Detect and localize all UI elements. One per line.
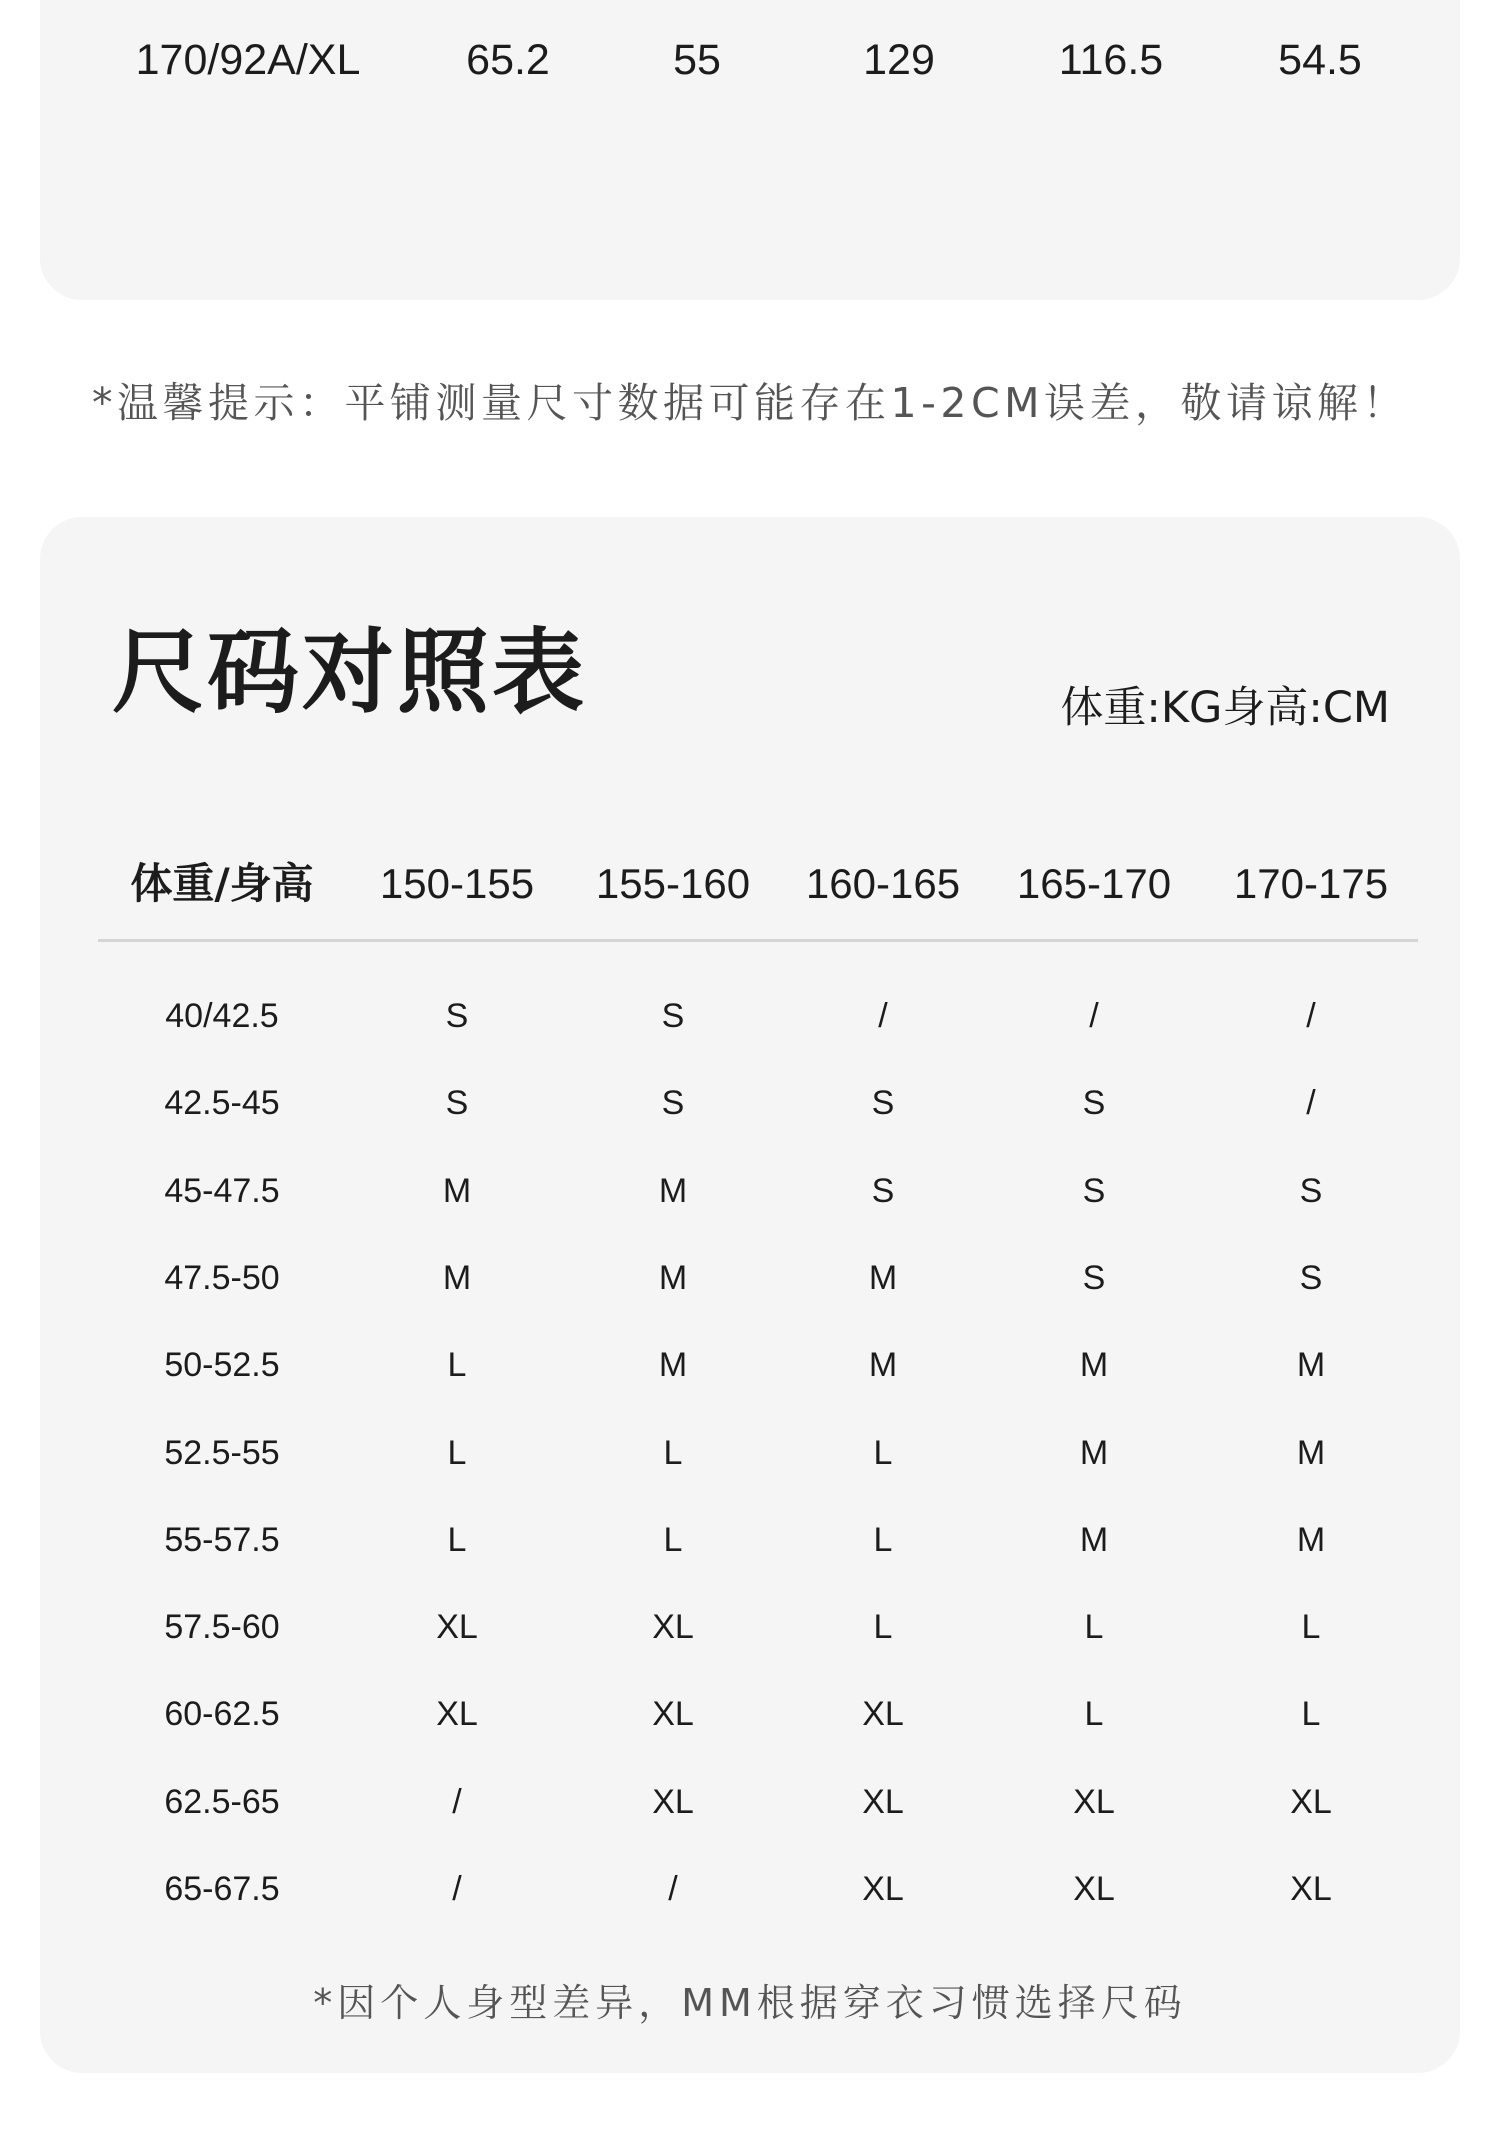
size-cell: S xyxy=(1299,1171,1323,1210)
column-header: 160-165 xyxy=(805,860,961,907)
size-cell: L xyxy=(1301,1608,1321,1647)
size-cell: L xyxy=(663,1520,683,1559)
size-cell: S xyxy=(871,1171,895,1210)
size-cell: M xyxy=(442,1258,472,1297)
measurement-card xyxy=(40,0,1460,300)
measurement-value: 55 xyxy=(673,36,721,84)
size-cell: XL xyxy=(862,1782,904,1821)
measurement-row xyxy=(40,20,1460,100)
weight-range-cell: 62.5-65 xyxy=(164,1782,280,1821)
size-cell: S xyxy=(871,1084,895,1123)
size-cell: L xyxy=(447,1346,467,1385)
units-label: 体重:KG身高:CM xyxy=(1060,683,1390,733)
size-table xyxy=(40,517,1460,2073)
measurement-note: *温馨提示：平铺测量尺寸数据可能存在1-2CM误差，敬请谅解！ xyxy=(92,379,1408,427)
weight-range-cell: 55-57.5 xyxy=(164,1520,280,1559)
size-cell: M xyxy=(1296,1346,1326,1385)
header-divider xyxy=(98,939,1418,942)
size-cell: L xyxy=(873,1608,893,1647)
size-note: *因个人身型差异，MM根据穿衣习惯选择尺码 xyxy=(313,1981,1187,2025)
measurement-value: 129 xyxy=(863,36,935,84)
size-cell: / xyxy=(1306,997,1316,1035)
measurement-value: 65.2 xyxy=(466,36,550,84)
weight-range-cell: 50-52.5 xyxy=(164,1346,280,1385)
size-cell: L xyxy=(1084,1608,1104,1647)
column-header: 150-155 xyxy=(379,860,535,907)
size-chart-card xyxy=(40,517,1460,2073)
size-cell: L xyxy=(663,1433,683,1472)
size-cell: S xyxy=(661,1084,685,1123)
size-cell: S xyxy=(1082,1171,1106,1210)
weight-range-cell: 52.5-55 xyxy=(164,1433,280,1472)
size-cell: L xyxy=(873,1520,893,1559)
weight-range-cell: 57.5-60 xyxy=(164,1608,280,1647)
weight-range-cell: 47.5-50 xyxy=(164,1258,280,1297)
size-cell: M xyxy=(1079,1433,1109,1472)
size-cell: M xyxy=(1296,1520,1326,1559)
size-cell: S xyxy=(445,997,469,1035)
size-cell: XL xyxy=(1073,1870,1115,1908)
page-title: 尺码对照表 xyxy=(112,619,588,726)
size-cell: M xyxy=(868,1258,898,1297)
size-cell: M xyxy=(442,1171,472,1210)
size-cell: / xyxy=(1306,1084,1316,1123)
size-cell: S xyxy=(445,1084,469,1123)
size-cell: M xyxy=(658,1346,688,1385)
size-cell: L xyxy=(1301,1695,1321,1734)
size-cell: XL xyxy=(862,1870,904,1908)
size-cell: M xyxy=(1296,1433,1326,1472)
size-cell: L xyxy=(873,1433,893,1472)
size-cell: S xyxy=(1082,1084,1106,1123)
column-header: 155-160 xyxy=(595,860,751,907)
size-cell: S xyxy=(1082,1258,1106,1297)
size-cell: XL xyxy=(862,1695,904,1734)
size-cell: / xyxy=(452,1782,462,1821)
weight-range-cell: 40/42.5 xyxy=(165,997,279,1035)
size-cell: L xyxy=(447,1520,467,1559)
column-header: 体重/身高 xyxy=(130,859,314,908)
size-cell: XL xyxy=(652,1782,694,1821)
size-cell: / xyxy=(1089,997,1099,1035)
size-cell: XL xyxy=(436,1695,478,1734)
size-cell: M xyxy=(868,1346,898,1385)
size-cell: M xyxy=(1079,1520,1109,1559)
measurement-value: 116.5 xyxy=(1058,36,1164,84)
weight-range-cell: 65-67.5 xyxy=(164,1870,280,1908)
measurement-size: 170/92A/XL xyxy=(135,36,361,84)
size-cell: M xyxy=(1079,1346,1109,1385)
size-cell: XL xyxy=(652,1695,694,1734)
size-cell: / xyxy=(668,1870,678,1908)
size-cell: XL xyxy=(436,1608,478,1647)
size-cell: M xyxy=(658,1171,688,1210)
size-cell: S xyxy=(1299,1258,1323,1297)
size-cell: S xyxy=(661,997,685,1035)
size-cell: XL xyxy=(652,1608,694,1647)
size-cell: L xyxy=(1084,1695,1104,1734)
size-cell: / xyxy=(452,1870,462,1908)
measurement-value: 54.5 xyxy=(1278,36,1362,84)
column-header: 165-170 xyxy=(1016,860,1172,907)
size-cell: M xyxy=(658,1258,688,1297)
size-cell: XL xyxy=(1290,1782,1332,1821)
size-cell: XL xyxy=(1073,1782,1115,1821)
weight-range-cell: 60-62.5 xyxy=(164,1695,280,1734)
size-cell: XL xyxy=(1290,1870,1332,1908)
weight-range-cell: 45-47.5 xyxy=(164,1171,280,1210)
size-cell: L xyxy=(447,1433,467,1472)
column-header: 170-175 xyxy=(1233,860,1389,907)
size-cell: / xyxy=(878,997,888,1035)
weight-range-cell: 42.5-45 xyxy=(164,1084,280,1123)
